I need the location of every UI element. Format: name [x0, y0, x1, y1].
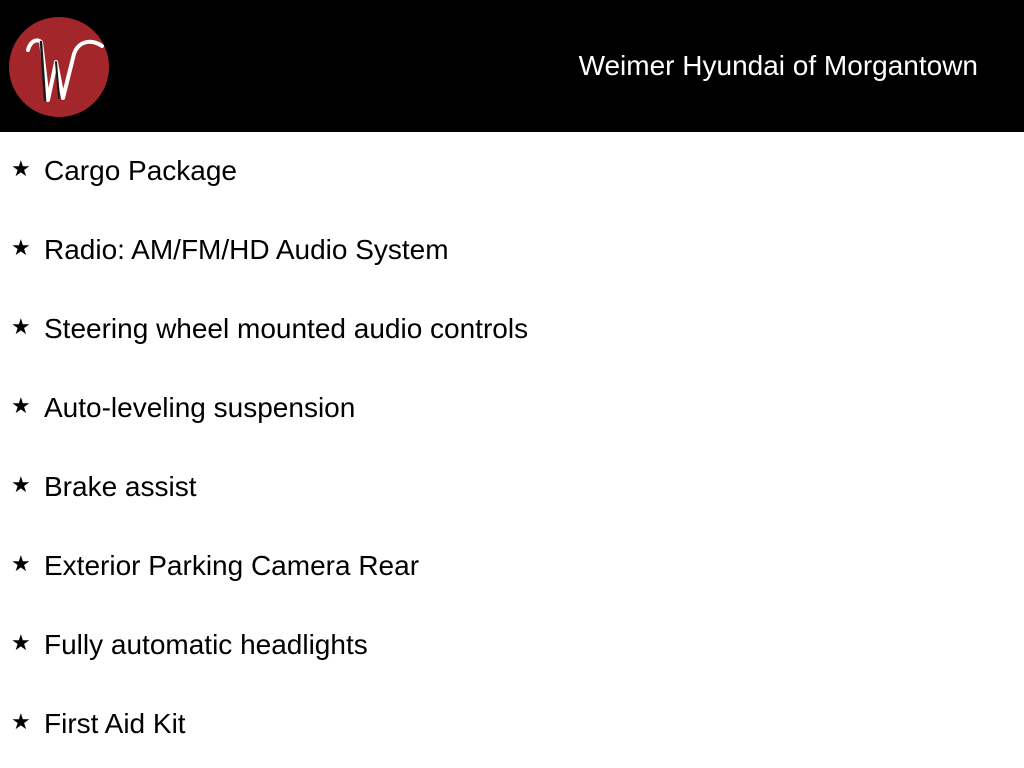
list-item [0, 369, 1024, 448]
star-icon: ★ [11, 552, 31, 577]
list-item [0, 290, 1024, 369]
star-icon: ★ [11, 394, 31, 419]
star-icon: ★ [11, 710, 31, 735]
header-bar [0, 0, 1024, 132]
feature-label: Steering wheel mounted audio controls [44, 313, 529, 344]
dealer-name: Weimer Hyundai of Morgantown [578, 50, 978, 81]
list-item [0, 606, 1024, 685]
list-item [0, 448, 1024, 527]
star-icon: ★ [11, 236, 31, 261]
list-item [0, 685, 1024, 764]
weimer-logo-icon [8, 16, 110, 118]
list-item [0, 211, 1024, 290]
list-item [0, 132, 1024, 211]
feature-label: Exterior Parking Camera Rear [44, 550, 420, 581]
star-icon: ★ [11, 631, 31, 656]
feature-label: Fully automatic headlights [44, 629, 368, 660]
feature-label: First Aid Kit [44, 708, 186, 739]
list-item [0, 527, 1024, 606]
feature-list [0, 132, 1024, 764]
feature-label: Cargo Package [44, 155, 238, 186]
feature-label: Radio: AM/FM/HD Audio System [44, 234, 449, 265]
star-icon: ★ [11, 157, 31, 182]
feature-label: Brake assist [44, 471, 197, 502]
star-icon: ★ [11, 473, 31, 498]
feature-label: Auto-leveling suspension [44, 392, 356, 423]
star-icon: ★ [11, 315, 31, 340]
